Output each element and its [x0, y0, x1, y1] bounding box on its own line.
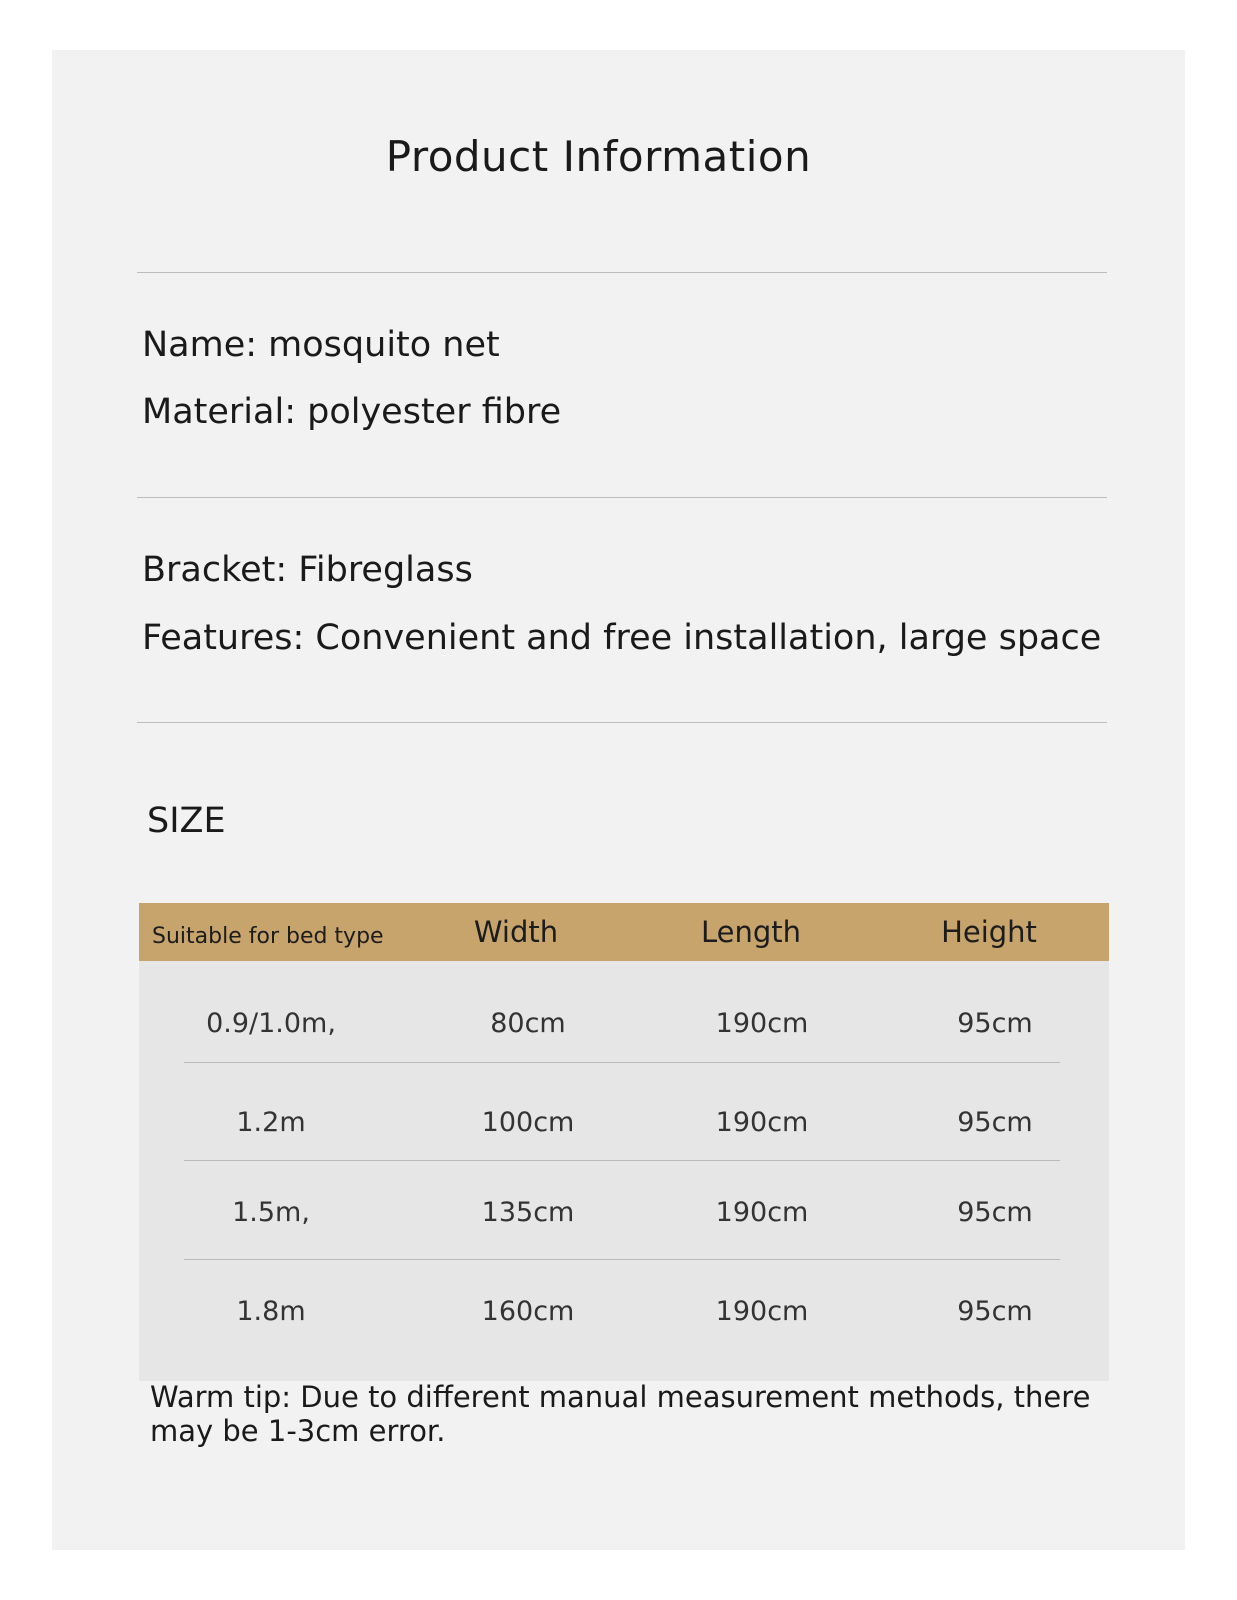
- row-divider: [184, 1062, 1060, 1063]
- cell-width: 100cm: [481, 1107, 575, 1138]
- divider: [137, 272, 1107, 273]
- table-row: [139, 1093, 1109, 1153]
- row-divider: [184, 1160, 1060, 1161]
- table-row: [139, 994, 1109, 1054]
- row-divider: [184, 1259, 1060, 1260]
- info-name: Name: mosquito net: [142, 325, 500, 365]
- warm-tip: Warm tip: Due to different manual measurement methods, there may be 1-3cm error.: [150, 1380, 1091, 1448]
- cell-height: 95cm: [957, 1296, 1033, 1327]
- table-row: [139, 1183, 1109, 1243]
- cell-length: 190cm: [715, 1107, 809, 1138]
- divider: [137, 497, 1107, 498]
- cell-bed-type: 1.8m: [236, 1296, 306, 1327]
- cell-height: 95cm: [957, 1008, 1033, 1039]
- size-table-header: [139, 903, 1109, 961]
- product-info-card: [52, 50, 1185, 1550]
- cell-bed-type: 1.5m,: [232, 1197, 310, 1228]
- header-length: Length: [700, 915, 802, 949]
- cell-width: 80cm: [490, 1008, 566, 1039]
- cell-length: 190cm: [715, 1197, 809, 1228]
- cell-height: 95cm: [957, 1197, 1033, 1228]
- cell-width: 160cm: [481, 1296, 575, 1327]
- table-row: [139, 1282, 1109, 1342]
- page-title: Product Information: [385, 132, 812, 181]
- info-features: Features: Convenient and free installation, large space: [142, 618, 1102, 658]
- info-bracket: Bracket: Fibreglass: [142, 550, 473, 590]
- divider: [137, 722, 1107, 723]
- header-height: Height: [941, 915, 1037, 949]
- cell-width: 135cm: [481, 1197, 575, 1228]
- cell-length: 190cm: [715, 1296, 809, 1327]
- cell-height: 95cm: [957, 1107, 1033, 1138]
- cell-length: 190cm: [715, 1008, 809, 1039]
- size-table: [139, 903, 1109, 1381]
- header-bed-type: Suitable for bed type: [152, 924, 384, 949]
- size-heading: SIZE: [147, 801, 226, 841]
- cell-bed-type: 1.2m: [236, 1107, 306, 1138]
- cell-bed-type: 0.9/1.0m,: [206, 1008, 336, 1039]
- header-width: Width: [473, 915, 559, 949]
- info-material: Material: polyester fibre: [142, 392, 562, 432]
